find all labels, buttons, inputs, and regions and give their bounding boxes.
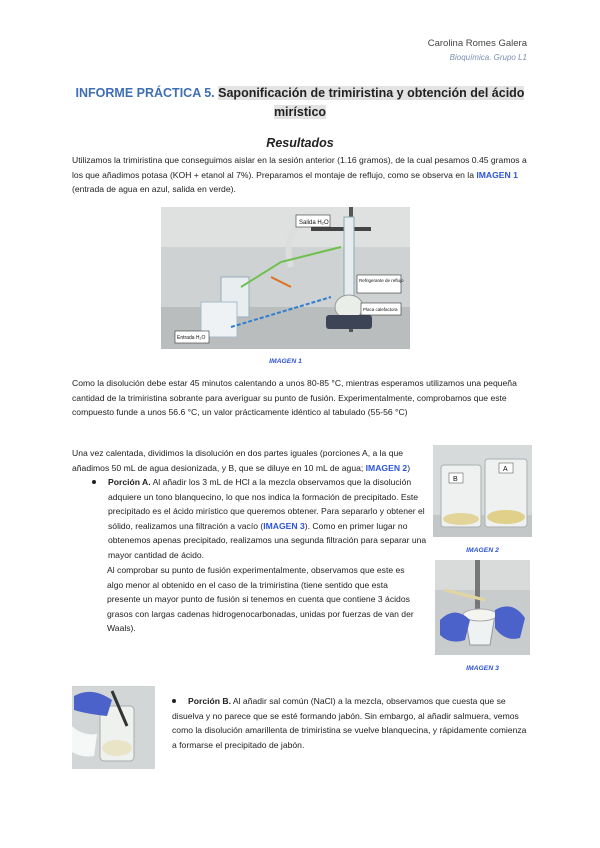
para1-suffix: (entrada de agua en azul, salida en verde). bbox=[72, 184, 236, 194]
bullet-porcion-b bbox=[172, 694, 532, 752]
image1-reflux-photo bbox=[161, 207, 410, 349]
label-placa: Placa calefactora bbox=[363, 307, 398, 312]
group-label: Bioquímica. Grupo L1 bbox=[449, 53, 527, 62]
image3-link[interactable]: IMAGEN 3 bbox=[263, 520, 305, 531]
image4-soap-photo bbox=[72, 686, 155, 769]
image3-filtration-photo bbox=[435, 560, 530, 655]
paragraph-intro bbox=[72, 153, 532, 197]
author-name: Carolina Romes Galera bbox=[427, 38, 527, 49]
beaker-label-a: A bbox=[503, 466, 508, 473]
title-main-line1: Saponificación de trimiristina y obtención del ácido bbox=[218, 86, 525, 100]
image3-caption: IMAGEN 3 bbox=[466, 665, 499, 672]
image1-link[interactable]: IMAGEN 1 bbox=[476, 169, 518, 180]
paragraph-myristic-melting bbox=[107, 563, 417, 636]
label-entrada: Entrada H₂O bbox=[177, 335, 206, 341]
title-prefix: INFORME PRÁCTICA 5. bbox=[75, 86, 215, 100]
bullet-dot bbox=[92, 480, 96, 484]
label-salida: Salida H₂O bbox=[299, 220, 329, 226]
beaker-label-b: B bbox=[453, 476, 458, 483]
para4-text: Al comprobar su punto de fusión experimentalmente, observamos que este es algo menor al obtenido en el caso de la trimiristina (tiene sentido que esta presente un mayor punto de fusión si tenemos en cuenta que contiene 3 ácidos grasos con largas cadenas hidrogenocarbonadas, unidas por fuerzas de van der Waals). bbox=[107, 565, 414, 633]
image2-link[interactable]: IMAGEN 2 bbox=[365, 462, 408, 473]
paragraph-melting-point bbox=[72, 376, 532, 420]
para3-text: Una vez calentada, dividimos la disolución en dos partes iguales (porciones A, a la que añadimos 50 mL de agua desionizada, y B, que se diluye en 10 mL de agua; bbox=[72, 448, 404, 473]
image2-caption: IMAGEN 2 bbox=[466, 547, 499, 554]
bullet-b-label: Porción B. bbox=[188, 696, 231, 706]
section-heading: Resultados bbox=[266, 136, 334, 150]
bullet-b-text: Al añadir sal común (NaCl) a la mezcla, observamos que cuesta que se disuelva y no parece que se esté formando jabón. Sin embargo, al añadir salmuera, vemos como la disolución amarillenta de trimiristina se vuelve blanquecina, y rápidamente comienza a formarse el precipitado de jabón. bbox=[172, 696, 527, 750]
bullet-dot-b bbox=[172, 699, 176, 703]
bullet-porcion-a bbox=[92, 475, 430, 562]
title-main-line2: mirístico bbox=[273, 105, 327, 119]
image1-caption: IMAGEN 1 bbox=[269, 358, 302, 365]
paragraph-division bbox=[72, 446, 429, 475]
report-title bbox=[70, 84, 530, 122]
label-refrigerante: Refrigerante de reflujo bbox=[359, 278, 404, 283]
bullet-a-suffix: ). Como en primer lugar no obtenemos apenas precipitado, realizamos una segunda filtración para separar una mayor cantidad de ácido. bbox=[108, 520, 427, 560]
para2-text: Como la disolución debe estar 45 minutos calentando a unos 80-85 °C, mientras esperamos utilizamos una pequeña cantidad de la trimiristina sobrante para averiguar su punto de fusión. Experimentalmente, comprobamos que este compuesto funde a unos 56.6 °C, un valor prácticamente idéntico al tabulado (55-56 °C) bbox=[72, 378, 517, 417]
para1-text: Utilizamos la trimiristina que conseguimos aislar en la sesión anterior (1.16 gramos), de la cual pesamos 0.45 gramos a los que añadimos potasa (KOH + etanol al 7%). Preparamos el montaje de reflujo, como se observa en la bbox=[72, 155, 527, 180]
bullet-a-label: Porción A. bbox=[108, 477, 151, 487]
image2-beakers-photo bbox=[433, 445, 532, 537]
bullet-a-text: Al añadir los 3 mL de HCl a la mezcla observamos que la disolución adquiere un tono blanquecino, lo que nos indica la formación de precipitado. Este precipitado es el ácido mirístico que queremos obtener. Para separarlo y obtener el sólido, realizamos una filtración a vacío ( bbox=[108, 477, 425, 531]
para3-suffix: ) bbox=[407, 462, 411, 473]
